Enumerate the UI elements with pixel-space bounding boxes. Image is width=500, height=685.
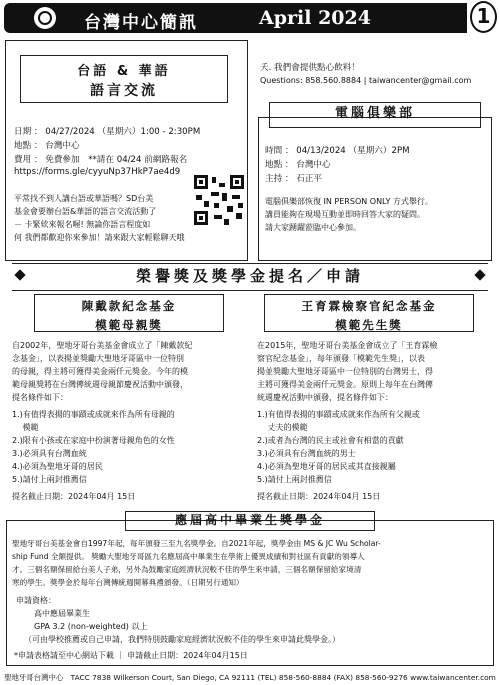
gentleman-award-deadline: 提名截止日期：2024年04月 15日 bbox=[257, 492, 381, 501]
scholarship-note: *申請表格請至中心網站下載 ｜ 申請截止日期：2024年04月15日 bbox=[14, 651, 248, 660]
gentleman-criteria-item: 1.)有值得表揚的事蹟或成就來作為所有父親或 bbox=[257, 410, 420, 419]
gentleman-criteria-item: 2.)或者為台灣的民主或社會有相當的貢獻 bbox=[257, 436, 404, 445]
event-fee: 費用 ： 免費參加 **請在 04/24 前網路報名 bbox=[14, 155, 188, 165]
mother-award-body: 自2002年，聖地牙哥台美基金會成立了「陳戴款紀 bbox=[12, 341, 193, 350]
snacks-note: 夭. 我們會提供點心飲料！ bbox=[260, 63, 360, 73]
header-bar bbox=[4, 3, 467, 33]
center-logo-icon bbox=[34, 7, 56, 29]
mother-criteria-item: 3.)必須具有台灣血統 bbox=[12, 449, 87, 458]
mother-criteria-item: 1.)有值得表揚的事蹟或成就來作為所有母親的 bbox=[12, 410, 175, 419]
awards-banner: 榮譽獎及獎學金提名／申請 bbox=[12, 263, 488, 291]
club-host: 主持 ： 石正平 bbox=[265, 174, 323, 184]
mother-award-deadline: 提名截止日期：2024年04月 15日 bbox=[12, 492, 136, 501]
description-line: － 卡緊欸來報名喔! 無論你語言程度如 bbox=[14, 220, 151, 229]
club-time: 時間 ： 04/13/2024 （星期六）2PM bbox=[265, 146, 410, 156]
mother-award-body: 提名條件如下： bbox=[12, 393, 68, 402]
description-line: 何 我們都歡迎你來參加！請來跟大家輕鬆聊天哦 bbox=[14, 233, 185, 242]
gentleman-criteria-item: 4.)必須為聖地牙哥的居民或其直接親屬 bbox=[257, 462, 396, 471]
gentleman-award-body: 主將可獲得美金兩仟元獎金。原則上每年在台灣傳 bbox=[257, 380, 433, 389]
requirements-title: 申請資格： bbox=[16, 596, 56, 605]
gentleman-award-body: 統週慶祝活動中頒發，提名條件如下： bbox=[257, 393, 393, 402]
issue-month: April 2024 bbox=[259, 7, 371, 29]
mother-award-body: 念基金」，以表揚並獎勵大聖地牙哥區中一位特別 bbox=[12, 354, 184, 363]
club-description-line: 講員能夠在現場互動並即時回答大家的疑問。 bbox=[265, 210, 425, 219]
gentleman-award-body: 揚並獎勵大聖地牙哥區中一位特別的台灣男士，得 bbox=[257, 367, 433, 376]
scholarship-body: 寒的學生。獎學金於每年台灣傳統週開幕典禮頒發。（日期另行通知） bbox=[12, 578, 244, 587]
requirement-item: 高中應屆畢業生 bbox=[34, 609, 90, 618]
model-gentleman-award-title: 王育霖檢察官紀念基金 模範先生獎 bbox=[264, 294, 474, 332]
gentleman-criteria-item: 丈夫的模範 bbox=[257, 423, 308, 432]
qr-code-icon bbox=[194, 175, 244, 225]
language-exchange-panel bbox=[5, 40, 248, 261]
signup-link[interactable]: https://forms.gle/cyyuNp37HkP7ae4d9 bbox=[14, 167, 181, 177]
event-date: 日期 ： 04/27/2024 （星期六）1:00 - 2:30PM bbox=[14, 127, 201, 137]
requirement-item: （可由學校推薦或自己申請，我們特別鼓勵家庭經濟狀況較不佳的學生來申請此獎學金。） bbox=[24, 635, 340, 644]
description-line: 基金會要辦台語&華語的語言交流活動了 bbox=[14, 207, 157, 216]
computer-club-title: 電腦俱樂部 bbox=[269, 102, 481, 128]
gentleman-award-body: 察官紀念基金」，每年頒發「模範先生獎」，以表 bbox=[257, 354, 425, 363]
mother-criteria-item: 2.)限有小孩或在家庭中扮演著母親角色的女性 bbox=[12, 436, 175, 445]
club-description-line: 電腦俱樂部恢復 IN PERSON ONLY 方式舉行。 bbox=[265, 197, 433, 206]
scholarship-body: 才。三個名額保留給台美人子弟，另外為鼓勵家庭經濟狀況較不佳的學生來申請，三個名額保留給家境清 bbox=[12, 565, 362, 574]
mother-award-body: 範母親獎將在台灣傳統週母親節慶祝活動中頒發， bbox=[12, 380, 188, 389]
mother-criteria-item: 5.)請付上兩封推薦信 bbox=[12, 475, 87, 484]
mother-criteria-item: 模範 bbox=[12, 423, 39, 432]
mother-award-title: 陳戴款紀念基金 模範母親獎 bbox=[34, 294, 224, 332]
scholarship-title: 應屆高中畢業生獎學金 bbox=[125, 511, 375, 531]
contact-info: Questions: 858.560.8884 | taiwancenter@gmail.com bbox=[260, 76, 472, 85]
gentleman-award-body: 在2015年，聖地牙哥台美基金會成立了「王育霖檢 bbox=[257, 341, 438, 350]
mother-criteria-item: 4.)必須為聖地牙哥的居民 bbox=[12, 462, 103, 471]
gentleman-criteria-item: 5.)請付上兩封推薦信 bbox=[257, 475, 332, 484]
description-line: 平常找不到人講台語或華語嗎？SD台美 bbox=[14, 194, 154, 203]
scholarship-body: 聖地牙哥台美基金會自1997年起，每年頒發三至九名獎學金。自2021年起，獎學金由 MS & JC Wu Scholar- bbox=[12, 539, 381, 548]
gentleman-criteria-item: 3.)必須具有台灣血統的男士 bbox=[257, 449, 356, 458]
language-exchange-title: 台語 & 華語 語言交流 bbox=[20, 55, 228, 103]
footer-address: 聖地牙哥台灣中心 TACC 7838 Wilkerson Court, San Diego, CA 92111 (TEL) 858-560-8884 (FAX) 858-560-9276 www.taiwancenter.com bbox=[4, 673, 496, 682]
page-number: 1 bbox=[470, 1, 497, 33]
event-location: 地點 ： 台灣中心 bbox=[14, 141, 80, 151]
computer-club-panel bbox=[258, 117, 492, 261]
club-description-line: 請大家踴躍蒞臨中心參加。 bbox=[265, 223, 361, 232]
club-location: 地點 ： 台灣中心 bbox=[265, 160, 331, 170]
newsletter-title: 台灣中心簡訊 bbox=[84, 13, 198, 33]
scholarship-body: ship Fund 全額提供。 獎勵大聖地牙哥區九名應屆高中畢業生在學術上優異成績和對社區有貢獻的領導人 bbox=[12, 552, 365, 561]
requirement-item: GPA 3.2 (non-weighted) 以上 bbox=[34, 622, 148, 631]
mother-award-body: 的母親，得主將可獲得美金兩仟元獎金。今年的模 bbox=[12, 367, 188, 376]
